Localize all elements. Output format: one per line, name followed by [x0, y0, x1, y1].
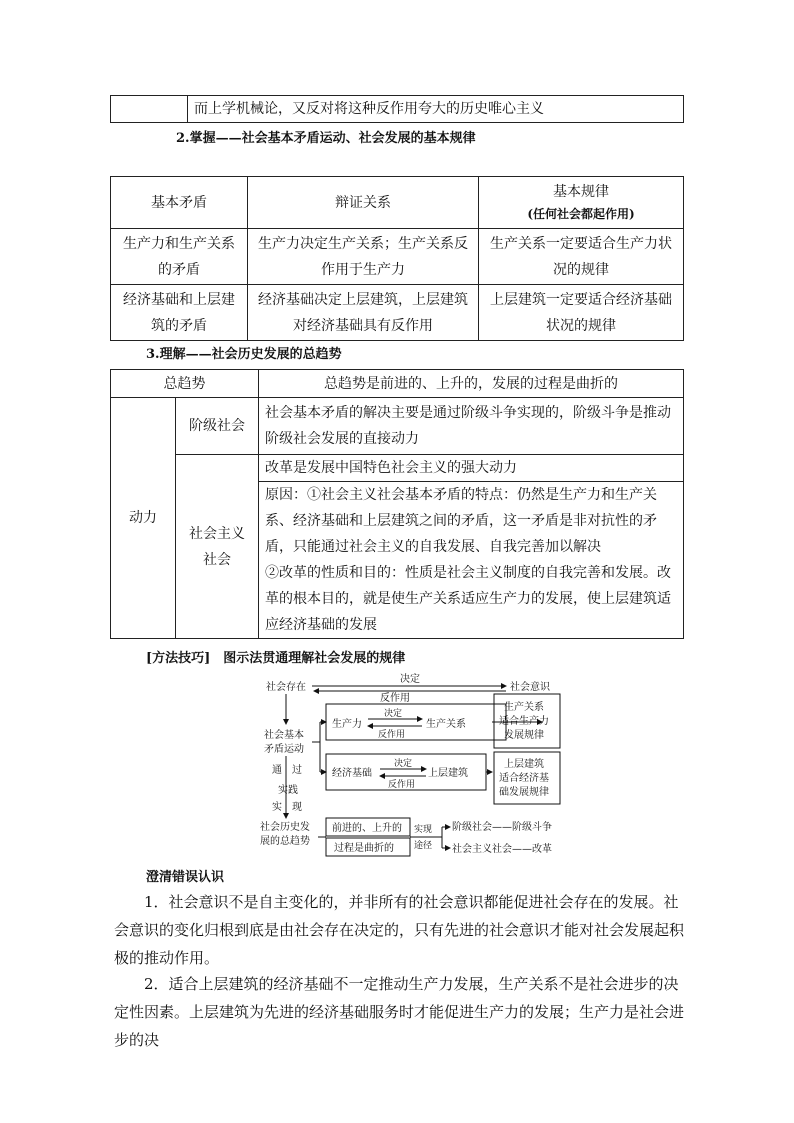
diagram-progress: 前进的、上升的	[332, 823, 402, 834]
diagram-productive-forces: 生产力	[332, 719, 362, 730]
cell-line: 经济基础和上层建	[123, 291, 235, 308]
socialist-society-label	[176, 455, 259, 639]
diagram-decides-box1: 决定	[384, 709, 403, 719]
diagram-reacts-box2: 反作用	[388, 780, 416, 790]
diagram-law2-l1: 上层建筑	[504, 759, 544, 770]
trend-label: 总趋势	[111, 370, 259, 398]
diagram-realize-2: 现	[292, 802, 302, 813]
diagram-trend-2: 展的总趋势	[260, 836, 310, 847]
diagram-reacts-top: 反作用	[380, 693, 410, 704]
errors-heading: 澄清错误认识	[146, 870, 225, 885]
row1-law	[479, 229, 684, 285]
diagram-through-2: 过	[292, 765, 302, 776]
diagram-trend-1: 社会历史发	[260, 822, 310, 833]
cell-line: 生产力决定生产关系；生产关系反	[258, 235, 468, 252]
socialist-society-content	[259, 455, 684, 639]
diagram-social-consciousness: 社会意识	[510, 682, 550, 693]
table-row	[111, 285, 684, 341]
historical-trend-table	[110, 369, 684, 639]
row2-law	[479, 285, 684, 341]
row1-contradiction	[111, 229, 248, 285]
continuation-empty-cell	[111, 96, 188, 123]
diagram-practice: 实践	[278, 785, 298, 796]
reform-power-text: 改革是发展中国特色社会主义的强大动力	[259, 455, 683, 482]
error-paragraph-2: 2．适合上层建筑的经济基础不一定推动生产力发展，生产关系不是社会进步的决定性因素。上层建筑为先进的经济基础服务时才能促进生产力的发展；生产力是社会进步的决	[114, 975, 685, 1049]
cell-line: 作用于生产力	[321, 261, 405, 278]
cell-line: 上层建筑一定要适合经济基础	[490, 291, 672, 308]
diagram-law2-l2: 适合经济基	[499, 773, 549, 784]
diagram-through-1: 通	[272, 765, 282, 776]
continuation-table	[110, 95, 684, 123]
diagram-law1-l1: 生产关系	[504, 702, 544, 713]
diagram-social-existence: 社会存在	[266, 682, 306, 693]
error-paragraph-1: 1．社会意识不是自主变化的，并非所有的社会意识都能促进社会存在的发展。社会意识的变化归根到底是由社会存在决定的，只有先进的社会意识才能对社会发展起积极的推动作用。	[114, 893, 685, 967]
row2-contradiction	[111, 285, 248, 341]
cell-line: 生产力和生产关系	[123, 235, 235, 252]
diagram-class-path: 阶级社会——阶级斗争	[452, 822, 552, 833]
diagram-socialist-path: 社会主义社会——改革	[452, 844, 552, 855]
cell-line: 生产关系一定要适合生产力状	[490, 235, 672, 252]
diagram-decides-box2: 决定	[394, 759, 413, 769]
row2-relation	[248, 285, 479, 341]
diagram-superstructure: 上层建筑	[428, 768, 468, 779]
diagram-reacts-box1: 反作用	[378, 730, 406, 740]
continuation-text: 而上学机械论，又反对将这种反作用夸大的历史唯心主义	[188, 96, 684, 123]
social-development-diagram	[250, 672, 580, 862]
diagram-basic-contradiction-2: 矛盾运动	[264, 744, 304, 755]
cell-line: 经济基础决定上层建筑，上层建筑	[258, 291, 468, 308]
diagram-path-2: 途径	[414, 841, 433, 851]
diagram-law2-l3: 础发展规律	[499, 787, 549, 798]
diagram-tortuous: 过程是曲折的	[334, 843, 394, 854]
dynamics-label: 动力	[111, 398, 176, 639]
section3-heading: 3.理解——社会历史发展的总趋势	[146, 347, 342, 362]
label-line: 社会	[203, 551, 231, 568]
header-basic-law	[479, 177, 684, 229]
diagram-path-1: 实现	[414, 825, 433, 835]
reform-reason-text: 原因：①社会主义社会基本矛盾的特点：仍然是生产力和生产关系、经济基础和上层建筑之间的矛盾，这一矛盾是非对抗性的矛盾，只能通过社会主义的自我发展、自我完善加以解决	[265, 487, 657, 555]
diagram-law1-l3: 发展规律	[504, 730, 544, 741]
label-line: 社会主义	[189, 525, 245, 542]
diagram-realize-1: 实	[272, 802, 282, 813]
trend-text: 总趋势是前进的、上升的，发展的过程是曲折的	[259, 370, 684, 398]
method-heading: [方法技巧] 图示法贯通理解社会发展的规律	[146, 651, 406, 666]
cell-line: 对经济基础具有反作用	[293, 317, 433, 334]
header-basic-law-note: (任何社会都起作用)	[527, 206, 635, 221]
diagram-law1-l2: 适合生产力	[499, 716, 549, 727]
diagram-decides-top: 决定	[400, 674, 420, 685]
cell-line: 的矛盾	[158, 261, 200, 278]
reform-nature-text: ②改革的性质和目的：性质是社会主义制度的自我完善和发展。改革的根本目的，就是使生产关系适应生产力的发展，使上层建筑适应经济基础的发展	[265, 565, 671, 633]
class-society-label: 阶级社会	[176, 398, 259, 455]
header-basic-law-title: 基本规律	[553, 183, 609, 200]
basic-contradiction-table	[110, 176, 684, 341]
header-dialectical-relation: 辩证关系	[248, 177, 479, 229]
diagram-basic-contradiction-1: 社会基本	[264, 730, 304, 741]
cell-line: 状况的规律	[546, 317, 616, 334]
table-row	[111, 229, 684, 285]
header-basic-contradiction: 基本矛盾	[111, 177, 248, 229]
class-society-text: 社会基本矛盾的解决主要是通过阶级斗争实现的，阶级斗争是推动阶级社会发展的直接动力	[259, 398, 684, 455]
cell-line: 况的规律	[553, 261, 609, 278]
section2-heading: 2.掌握——社会基本矛盾运动、社会发展的基本规律	[176, 131, 476, 146]
diagram-economic-base: 经济基础	[332, 768, 372, 779]
cell-line: 筑的矛盾	[151, 317, 207, 334]
row1-relation	[248, 229, 479, 285]
diagram-production-relations: 生产关系	[426, 719, 466, 730]
